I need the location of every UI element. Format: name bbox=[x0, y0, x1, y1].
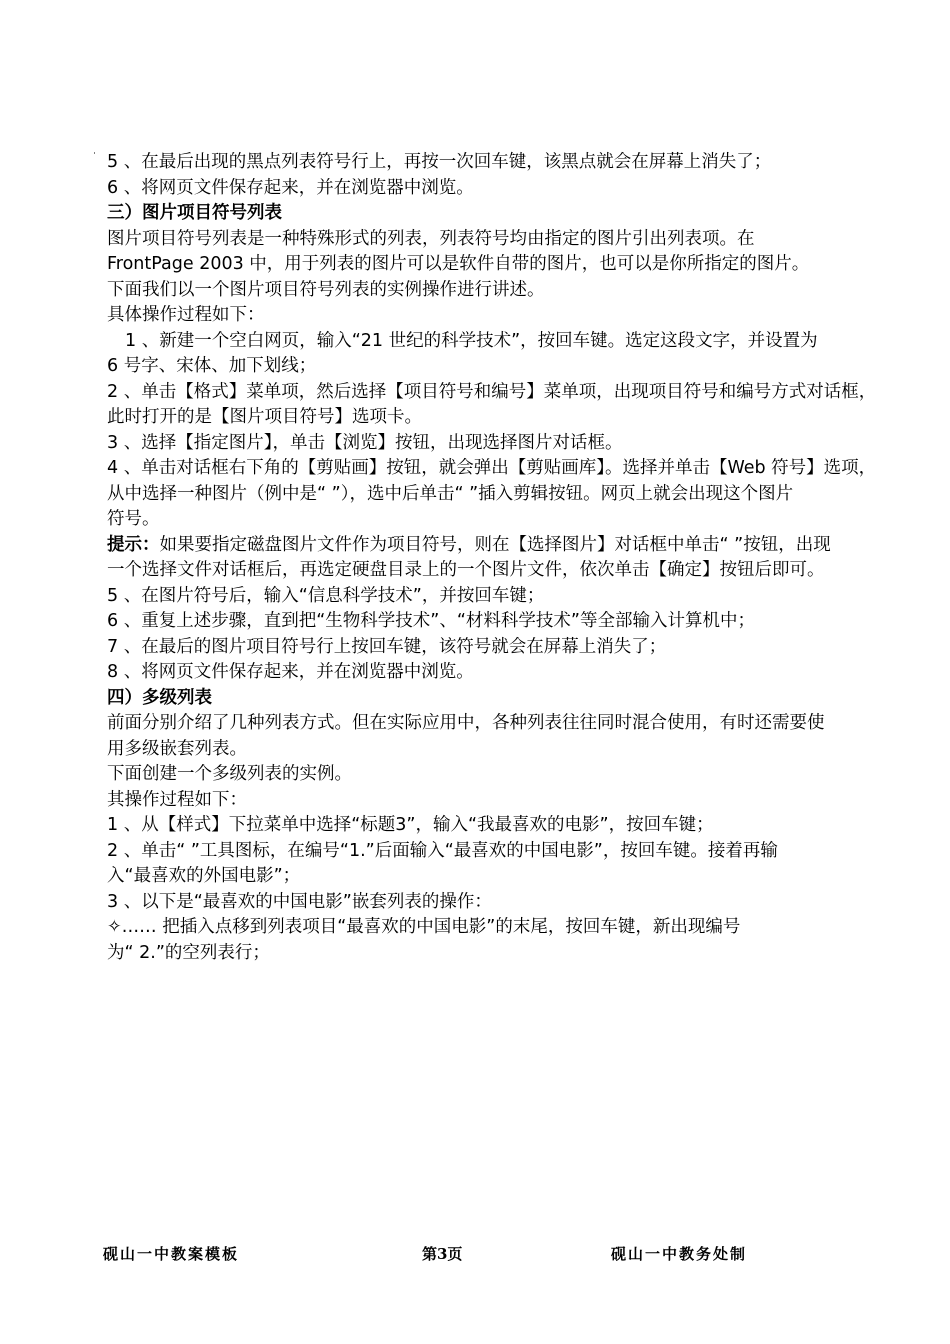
text-line: 8 、将网页文件保存起来，并在浏览器中浏览。 bbox=[107, 662, 474, 682]
text-line: 4 、单击对话框右下角的【剪贴画】按钮，就会弹出【剪贴画库】。选择并单击【Web 符号】选项， bbox=[107, 458, 877, 478]
text-line: 下面创建一个多级列表的实例。 bbox=[107, 764, 352, 784]
footer-page-number: 第3页 bbox=[422, 1245, 463, 1263]
section-heading-picture-bullets: 三）图片项目符号列表 bbox=[107, 203, 282, 223]
text-line: 图片项目符号列表是一种特殊形式的列表，列表符号均由指定的图片引出列表项。在 bbox=[107, 228, 755, 249]
text-line: 符号。 bbox=[107, 509, 160, 529]
text-line: 用多级嵌套列表。 bbox=[107, 738, 247, 759]
text-line: FrontPage 2003 中，用于列表的图片可以是软件自带的图片，也可以是你所指定的图片。 bbox=[107, 254, 810, 274]
tip-text: 如果要指定磁盘图片文件作为项目符号，则在【选择图片】对话框中单击“ ”按钮，出现 bbox=[159, 534, 831, 555]
text-line: 6 、重复上述步骤，直到把“生物科学技术”、“材料科学技术”等全部输入计算机中； bbox=[107, 611, 755, 631]
text-line: 5 、在最后出现的黑点列表符号行上，再按一次回车键，该黑点就会在屏幕上消失了； bbox=[107, 152, 772, 172]
text-line: 3 、以下是“最喜欢的中国电影”嵌套列表的操作： bbox=[107, 891, 492, 912]
text-line: 6 、将网页文件保存起来，并在浏览器中浏览。 bbox=[107, 177, 474, 198]
text-line: ✧…… 把插入点移到列表项目“最喜欢的中国电影”的末尾，按回车键，新出现编号 bbox=[107, 917, 741, 937]
text-line: 2 、单击【格式】菜单项，然后选择【项目符号和编号】菜单项，出现项目符号和编号方式对话框， bbox=[107, 381, 877, 402]
text-line: 3 、选择【指定图片】，单击【浏览】按钮，出现选择图片对话框。 bbox=[107, 432, 623, 453]
text-line: 6 号字、宋体、加下划线； bbox=[107, 356, 317, 376]
page-body bbox=[107, 150, 879, 966]
text-line: 具体操作过程如下： bbox=[107, 305, 265, 325]
text-line: 一个选择文件对话框后，再选定硬盘目录上的一个图片文件，依次单击【确定】按钮后即可。 bbox=[107, 560, 825, 580]
margin-mark: ˙ bbox=[92, 152, 97, 163]
text-line: 此时打开的是【图片项目符号】选项卡。 bbox=[107, 407, 422, 427]
text-line: 为“ 2.”的空列表行； bbox=[107, 942, 270, 963]
footer-school-template: 砚山一中教案模板 bbox=[103, 1245, 240, 1263]
footer-office: 砚山一中教务处制 bbox=[611, 1245, 748, 1263]
text-line: 下面我们以一个图片项目符号列表的实例操作进行讲述。 bbox=[107, 279, 545, 300]
text-line: 7 、在最后的图片项目符号行上按回车键，该符号就会在屏幕上消失了； bbox=[107, 636, 667, 657]
text-line: 1 、新建一个空白网页，输入“21 世纪的科学技术”，按回车键。选定这段文字，并设置为 bbox=[125, 330, 818, 351]
text-line: 入“最喜欢的外国电影”； bbox=[107, 866, 301, 886]
text-line: 前面分别介绍了几种列表方式。但在实际应用中，各种列表往往同时混合使用，有时还需要使 bbox=[107, 713, 825, 733]
section-heading-multilevel-list: 四）多级列表 bbox=[107, 687, 212, 708]
text-line: 5 、在图片符号后，输入“信息科学技术”，并按回车键； bbox=[107, 585, 545, 606]
text-line: 从中选择一种图片（例中是“ ”），选中后单击“ ”插入剪辑按钮。网页上就会出现这个图片 bbox=[107, 483, 794, 504]
tip-label: 提示： bbox=[107, 534, 160, 555]
text-line: 其操作过程如下： bbox=[107, 789, 247, 810]
tip-line bbox=[107, 533, 879, 559]
text-line: 1 、从【样式】下拉菜单中选择“标题3”，输入“我最喜欢的电影”，按回车键； bbox=[107, 815, 714, 835]
text-line: 2 、单击“ ”工具图标，在编号“1.”后面输入“最喜欢的中国电影”，按回车键。接着再输 bbox=[107, 840, 778, 861]
